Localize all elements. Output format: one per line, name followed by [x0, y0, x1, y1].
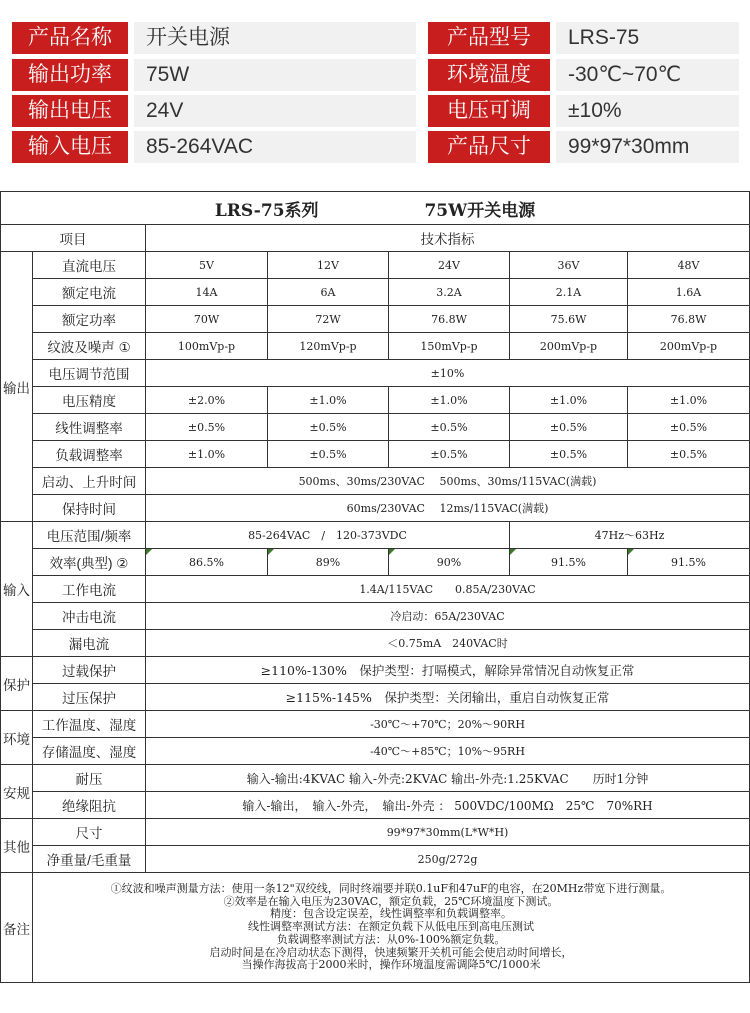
header-spec: 技术指标: [146, 225, 750, 252]
row-label: 耐压: [33, 765, 146, 792]
spec-value: ±10%: [556, 95, 739, 127]
group-protection: 保护: [1, 657, 33, 711]
cell: 99*97*30mm(L*W*H): [146, 819, 750, 846]
group-input: 输入: [1, 522, 33, 657]
table-row: [1, 441, 750, 468]
spec-row-3: [12, 95, 739, 127]
row-label: 净重量/毛重量: [33, 846, 146, 873]
row-label: 电压范围/频率: [33, 522, 146, 549]
table-row: [1, 468, 750, 495]
cell: 70W: [146, 306, 268, 333]
note-line: 启动时间是在冷启动状态下测得，快速频繁开关机可能会使启动时间增长，: [209, 945, 573, 959]
table-row: [1, 846, 750, 873]
notes-cell: [33, 873, 750, 983]
cell: ±0.5%: [628, 414, 750, 441]
title-name: 75W开关电源: [424, 200, 536, 221]
row-label: 存储温度、湿度: [33, 738, 146, 765]
group-safety: 安规: [1, 765, 33, 819]
spec-value: 85-264VAC: [134, 131, 416, 163]
header-item: 项目: [1, 225, 146, 252]
spec-label: 环境温度: [428, 59, 550, 91]
spec-table: [0, 191, 750, 983]
cell: ±0.5%: [146, 414, 268, 441]
cell: ≥115%-145% 保护类型：关闭输出，重启自动恢复正常: [146, 684, 750, 711]
row-label: 冲击电流: [33, 603, 146, 630]
cell: 输入-输出， 输入-外壳， 输出-外壳 ： 500VDC/100MΩ 25℃ 70%RH: [146, 792, 750, 819]
cell: ±0.5%: [628, 441, 750, 468]
cell: ±1.0%: [268, 387, 389, 414]
table-row: [1, 792, 750, 819]
spec-row-4: [12, 131, 739, 163]
cell: ±1.0%: [628, 387, 750, 414]
spec-row-2: [12, 59, 739, 91]
spec-value: 99*97*30mm: [556, 131, 739, 163]
group-output: 输出: [1, 252, 33, 522]
row-label: 绝缘阻抗: [33, 792, 146, 819]
cell: 76.8W: [628, 306, 750, 333]
note-line: 精度：包含设定误差，线性调整率和负载调整率。: [270, 907, 513, 921]
row-label: 效率(典型) ②: [33, 549, 146, 576]
cell: 72W: [268, 306, 389, 333]
cell: 输入-输出:4KVAC 输入-外壳:2KVAC 输出-外壳:1.25KVAC 历时1分钟: [146, 765, 750, 792]
cell: 24V: [389, 252, 510, 279]
table-row: [1, 360, 750, 387]
spec-value: 24V: [134, 95, 416, 127]
table-row: [1, 333, 750, 360]
table-row: [1, 765, 750, 792]
row-label: 纹波及噪声 ①: [33, 333, 146, 360]
row-label: 启动、上升时间: [33, 468, 146, 495]
spec-label: 产品型号: [428, 22, 550, 54]
table-row: [1, 603, 750, 630]
cell: 14A: [146, 279, 268, 306]
spec-label: 输入电压: [12, 131, 128, 163]
row-label: 保持时间: [33, 495, 146, 522]
cell: 200mVp-p: [510, 333, 628, 360]
spec-label: 产品名称: [12, 22, 128, 54]
cell: 48V: [628, 252, 750, 279]
row-label: 尺寸: [33, 819, 146, 846]
row-label: 漏电流: [33, 630, 146, 657]
spec-value: -30℃~70℃: [556, 59, 739, 91]
cell: -30℃～+70℃；20%～90RH: [146, 711, 750, 738]
spec-value: LRS-75: [556, 22, 739, 54]
note-line: 线性调整率测试方法：在额定负载下从低电压到高电压测试: [248, 920, 535, 934]
table-row: [1, 657, 750, 684]
cell: 2.1A: [510, 279, 628, 306]
cell: 冷启动：65A/230VAC: [146, 603, 750, 630]
note-line: ①纹波和噪声测量方法：使用一条12"双绞线，同时终端要并联0.1uF和47uF的电容，在20MHz带宽下进行测量。: [110, 882, 672, 896]
cell: 120mVp-p: [268, 333, 389, 360]
table-row: [1, 495, 750, 522]
row-label: 额定功率: [33, 306, 146, 333]
row-label: 线性调整率: [33, 414, 146, 441]
table-title: [1, 192, 750, 225]
cell: 85-264VAC / 120-373VDC: [146, 522, 510, 549]
notes-row: [1, 873, 750, 983]
cell: ±1.0%: [510, 387, 628, 414]
row-label: 直流电压: [33, 252, 146, 279]
row-label: 电压精度: [33, 387, 146, 414]
cell: 500ms、30ms/230VAC 500ms、30ms/115VAC(满载): [146, 468, 750, 495]
table-header-row: [1, 225, 750, 252]
group-other: 其他: [1, 819, 33, 873]
title-series: LRS-75系列: [214, 200, 319, 221]
table-row: [1, 576, 750, 603]
cell: 150mVp-p: [389, 333, 510, 360]
row-label: 工作电流: [33, 576, 146, 603]
spec-label: 输出电压: [12, 95, 128, 127]
cell: ±0.5%: [510, 441, 628, 468]
cell: 3.2A: [389, 279, 510, 306]
table-row: [1, 279, 750, 306]
table-row: [1, 252, 750, 279]
cell: 86.5%: [146, 549, 268, 576]
cell: ±0.5%: [510, 414, 628, 441]
group-notes: 备注: [1, 873, 33, 983]
group-environment: 环境: [1, 711, 33, 765]
row-label: 过载保护: [33, 657, 146, 684]
table-row: [1, 819, 750, 846]
spec-label: 产品尺寸: [428, 131, 550, 163]
note-line: ②效率是在输入电压为230VAC，额定负载，25℃环境温度下测试。: [223, 894, 559, 908]
cell: ±2.0%: [146, 387, 268, 414]
spec-label: 电压可调: [428, 95, 550, 127]
cell: 12V: [268, 252, 389, 279]
table-row: [1, 387, 750, 414]
cell: 36V: [510, 252, 628, 279]
cell: 1.4A/115VAC 0.85A/230VAC: [146, 576, 750, 603]
cell: ±0.5%: [268, 414, 389, 441]
cell: 6A: [268, 279, 389, 306]
row-label: 工作温度、湿度: [33, 711, 146, 738]
cell: 89%: [268, 549, 389, 576]
cell: -40℃～+85℃；10%～95RH: [146, 738, 750, 765]
row-label: 电压调节范围: [33, 360, 146, 387]
table-row: [1, 684, 750, 711]
cell: ≥110%-130% 保护类型：打嗝模式，解除异常情况自动恢复正常: [146, 657, 750, 684]
cell: 47Hz～63Hz: [510, 522, 750, 549]
cell: 1.6A: [628, 279, 750, 306]
table-row: [1, 549, 750, 576]
note-line: 当操作海拔高于2000米时，操作环境温度需调降5℃/1000米: [241, 958, 541, 972]
table-row: [1, 738, 750, 765]
spec-value: 75W: [134, 59, 416, 91]
cell: 75.6W: [510, 306, 628, 333]
table-title-row: [1, 192, 750, 225]
cell: ±1.0%: [389, 387, 510, 414]
table-row: [1, 711, 750, 738]
table-row: [1, 414, 750, 441]
cell: 60ms/230VAC 12ms/115VAC(满载): [146, 495, 750, 522]
spec-row-1: [12, 22, 739, 54]
cell: ＜0.75mA 240VAC时: [146, 630, 750, 657]
cell: 5V: [146, 252, 268, 279]
cell: ±1.0%: [146, 441, 268, 468]
cell: 76.8W: [389, 306, 510, 333]
row-label: 负载调整率: [33, 441, 146, 468]
row-label: 过压保护: [33, 684, 146, 711]
table-row: [1, 306, 750, 333]
table-row: [1, 630, 750, 657]
cell: 90%: [389, 549, 510, 576]
cell: 91.5%: [628, 549, 750, 576]
note-line: 负载调整率测试方法：从0%-100%额定负载。: [276, 932, 506, 946]
cell: 91.5%: [510, 549, 628, 576]
cell: 100mVp-p: [146, 333, 268, 360]
cell: ±0.5%: [268, 441, 389, 468]
row-label: 额定电流: [33, 279, 146, 306]
table-row: [1, 522, 750, 549]
cell: 200mVp-p: [628, 333, 750, 360]
spec-value: 开关电源: [134, 22, 416, 54]
spec-label: 输出功率: [12, 59, 128, 91]
cell: ±0.5%: [389, 414, 510, 441]
cell: ±0.5%: [389, 441, 510, 468]
cell: ±10%: [146, 360, 750, 387]
cell: 250g/272g: [146, 846, 750, 873]
